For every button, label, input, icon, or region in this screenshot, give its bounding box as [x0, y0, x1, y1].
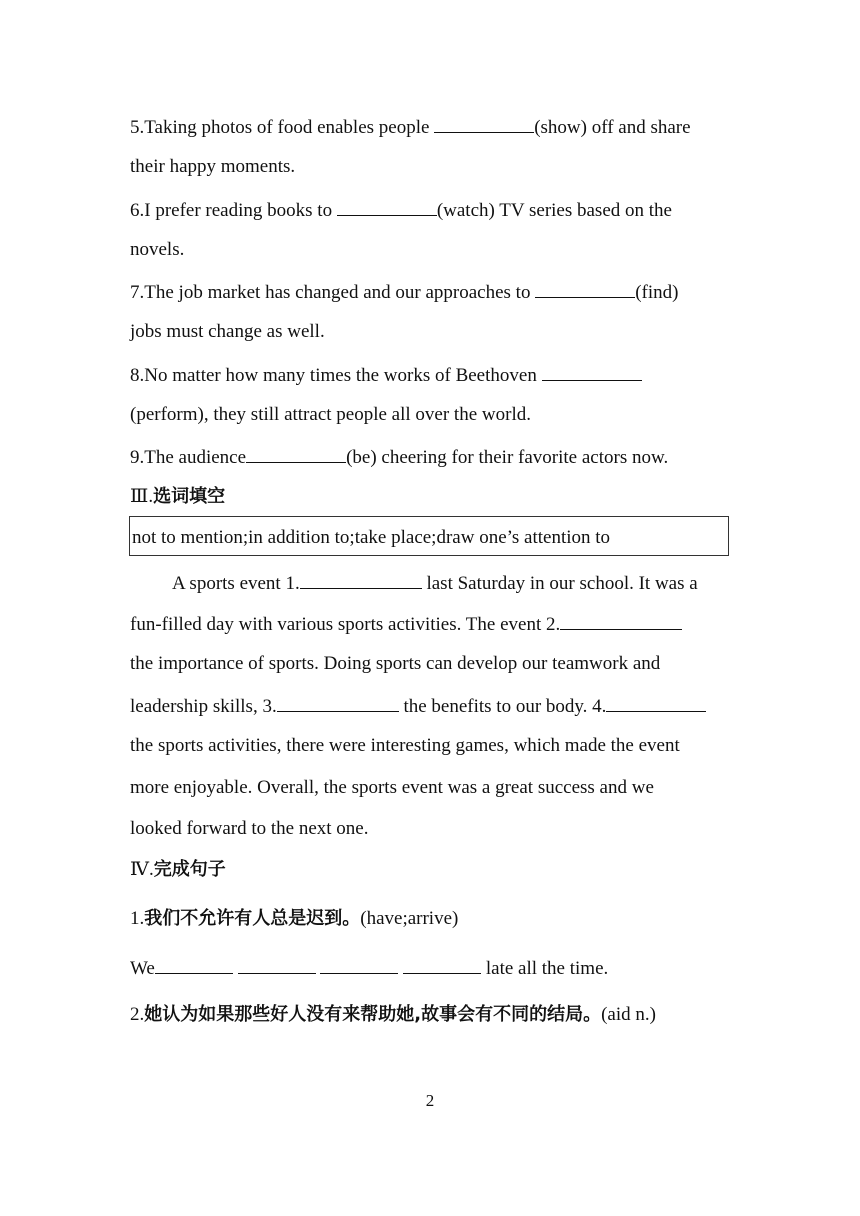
- passage-line-3: the importance of sports. Doing sports can develop our teamwork and: [130, 653, 661, 674]
- question-7-line-2: jobs must change as well.: [130, 321, 325, 342]
- section-3-title: 选词填空: [153, 486, 226, 507]
- sentence-1-prompt: [130, 907, 458, 931]
- question-8-line-1: [130, 362, 642, 388]
- question-8-line-2: (perform), they still attract people all over the world.: [130, 404, 531, 425]
- sentence-2-prompt: [130, 1003, 656, 1027]
- question-6-hint: (watch) TV series based on the: [436, 200, 672, 221]
- passage-line-2: [130, 611, 682, 637]
- sentence-1-chinese: 我们不允许有人总是迟到。: [144, 908, 361, 929]
- section-3-number: Ⅲ.: [130, 486, 154, 507]
- passage-text: fun-filled day with various sports activities. The event 2.: [130, 614, 561, 635]
- question-8-text: 8.No matter how many times the works of Beethoven: [130, 365, 542, 386]
- question-5-line-1: [130, 114, 691, 140]
- question-9-text: 9.The audience: [130, 447, 247, 468]
- answer-blank-2[interactable]: [238, 955, 316, 974]
- passage-line-5: the sports activities, there were interesting games, which made the event: [130, 735, 680, 756]
- word-bank-box: [129, 516, 729, 556]
- section-4-title: 完成句子: [153, 859, 226, 880]
- passage-line-4: [130, 693, 706, 719]
- question-9-line: [130, 444, 668, 470]
- sentence-1-answer: [130, 955, 608, 981]
- passage-blank-2[interactable]: [560, 611, 682, 630]
- question-7-text: 7.The job market has changed and our approaches to: [130, 282, 536, 303]
- passage-line-1: [172, 570, 698, 596]
- section-3-heading: [130, 485, 225, 509]
- page-number: 2: [425, 1091, 435, 1110]
- answer-blank[interactable]: [337, 197, 437, 216]
- answer-blank[interactable]: [542, 362, 642, 381]
- question-6-text: 6.I prefer reading books to: [130, 200, 337, 221]
- question-5-hint: (show) off and share: [534, 117, 691, 138]
- answer-blank-1[interactable]: [155, 955, 233, 974]
- question-6-line-2: novels.: [130, 239, 185, 260]
- sentence-2-number: 2.: [130, 1004, 145, 1025]
- passage-text: the benefits to our body. 4.: [398, 696, 607, 717]
- question-5-text: 5.Taking photos of food enables people: [130, 117, 435, 138]
- question-5-line-2: their happy moments.: [130, 156, 296, 177]
- passage-line-7: looked forward to the next one.: [130, 818, 369, 839]
- passage-line-6: more enjoyable. Overall, the sports event was a great success and we: [130, 777, 654, 798]
- answer-end: late all the time.: [481, 958, 609, 979]
- passage-text: A sports event 1.: [172, 573, 300, 594]
- question-7-line-1: [130, 279, 678, 305]
- answer-blank[interactable]: [246, 444, 346, 463]
- answer-blank[interactable]: [535, 279, 635, 298]
- passage-blank-3[interactable]: [277, 693, 399, 712]
- passage-blank-1[interactable]: [300, 570, 422, 589]
- sentence-2-hint: (aid n.): [601, 1004, 656, 1025]
- question-7-hint: (find): [635, 282, 679, 303]
- question-9-hint: (be) cheering for their favorite actors now.: [346, 447, 669, 468]
- sentence-1-hint: (have;arrive): [360, 908, 459, 929]
- word-bank-text: not to mention;in addition to;take place;draw one’s attention to: [132, 527, 611, 548]
- passage-blank-4[interactable]: [606, 693, 706, 712]
- answer-start: We: [130, 958, 155, 979]
- answer-blank[interactable]: [434, 114, 534, 133]
- sentence-1-number: 1.: [130, 908, 145, 929]
- passage-text: leadership skills, 3.: [130, 696, 277, 717]
- answer-blank-3[interactable]: [320, 955, 398, 974]
- sentence-2-chinese: 她认为如果那些好人没有来帮助她,故事会有不同的结局。: [144, 1004, 602, 1025]
- section-4-number: Ⅳ.: [130, 859, 154, 880]
- passage-text: last Saturday in our school. It was a: [421, 573, 698, 594]
- answer-blank-4[interactable]: [403, 955, 481, 974]
- section-4-heading: [130, 858, 226, 882]
- question-6-line-1: [130, 197, 672, 223]
